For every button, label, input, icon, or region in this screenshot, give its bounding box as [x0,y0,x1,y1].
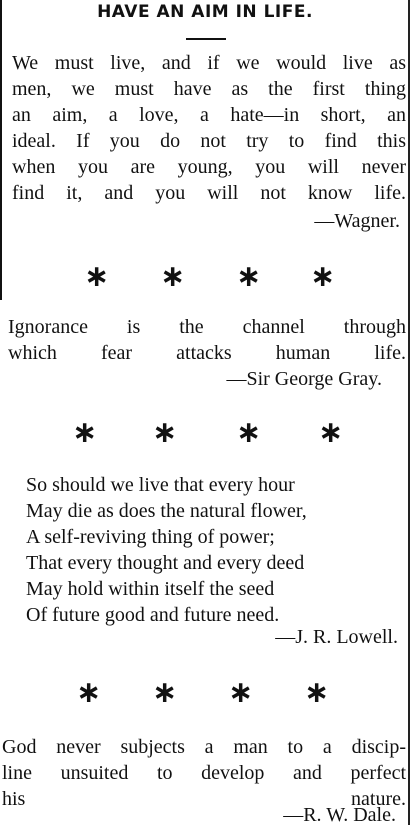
star-separator [0,675,410,710]
quote-line: find it, and you will not know life. [12,182,406,204]
quote-gray [8,314,406,366]
asterisk-icon: ∗ [236,415,262,450]
asterisk-icon: ∗ [310,259,336,294]
asterisk-icon: ∗ [152,415,178,450]
quote-line: his nature. [2,788,406,810]
asterisk-icon: ∗ [76,675,102,710]
verse-line: May die as does the natural flower, [26,500,307,522]
star-separator [0,259,410,294]
asterisk-icon: ∗ [236,259,262,294]
asterisk-icon: ∗ [84,259,110,294]
attribution-dale: —R. W. Dale. [283,804,396,826]
quote-line: men, we must have as the first thing [12,78,406,100]
quote-line: We must live, and if we would live as [12,52,406,74]
asterisk-icon: ∗ [318,415,344,450]
verse-line: So should we live that every hour [26,474,295,496]
quote-line: which fear attacks human life. [8,342,406,364]
quote-line: ideal. If you do not try to find this [12,130,406,152]
asterisk-icon: ∗ [72,415,98,450]
verse-line: A self-reviving thing of power; [26,526,275,548]
asterisk-icon: ∗ [152,675,178,710]
quote-wagner [12,50,406,206]
verse-line: Of future good and future need. [26,604,280,626]
quote-line: an aim, a love, a hate—in short, an [12,104,406,126]
quote-line: when you are young, you will never [12,156,406,178]
asterisk-icon: ∗ [228,675,254,710]
attribution-wagner: —Wagner. [314,210,400,232]
attribution-gray: —Sir George Gray. [226,368,382,390]
article-title: HAVE AN AIM IN LIFE. [97,2,313,22]
verse-line: That every thought and every deed [26,552,305,574]
attribution-lowell: —J. R. Lowell. [275,626,398,648]
asterisk-icon: ∗ [304,675,330,710]
quote-line: God never subjects a man to a discip- [2,736,406,758]
verse-line: May hold within itself the seed [26,578,275,600]
quote-dale [2,734,406,812]
verse-lowell [26,472,402,628]
quote-line: Ignorance is the channel through [8,316,406,338]
star-separator [0,415,410,450]
quote-line: line unsuited to develop and perfect [2,762,406,784]
title-divider [186,38,226,40]
left-column-rule [0,0,2,300]
asterisk-icon: ∗ [160,259,186,294]
